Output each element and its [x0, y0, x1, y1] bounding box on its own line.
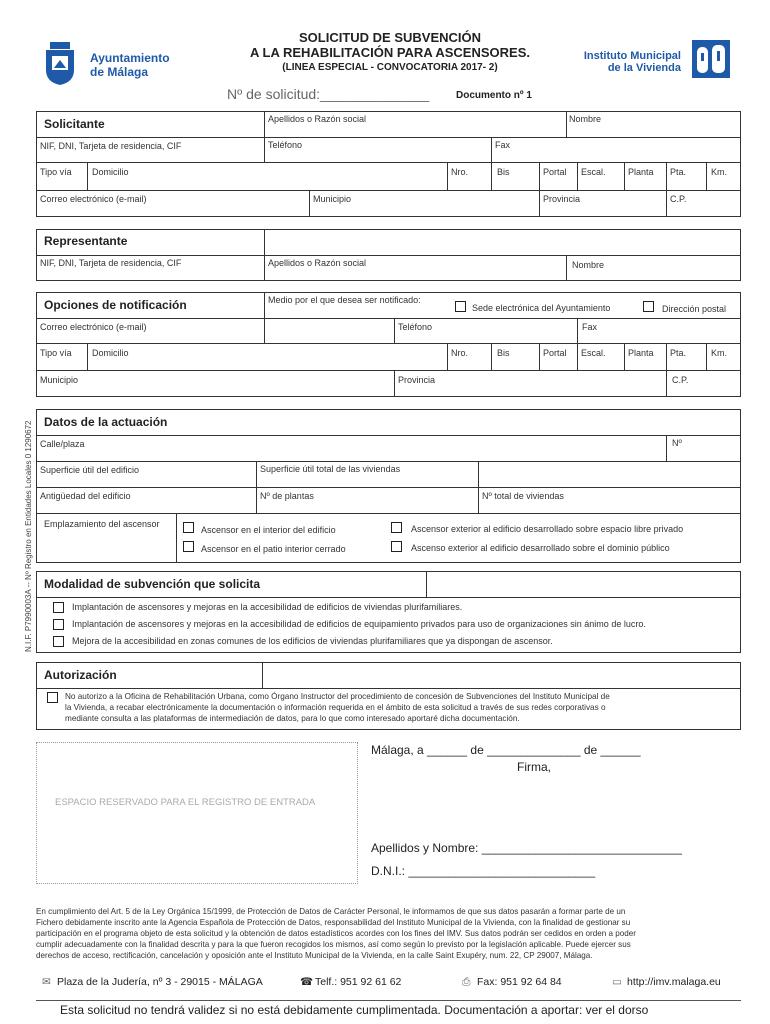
- side-registration-text: N.I.F. P7990003A -- Nº Registro en Entidades Locales 0 1290672: [24, 420, 33, 652]
- notificacion-km-field[interactable]: Km.: [711, 348, 728, 358]
- notificacion-bis-field[interactable]: Bis: [497, 348, 510, 358]
- notificacion-pta-field[interactable]: Pta.: [670, 348, 687, 358]
- ascensor-interior-label: Ascensor en el interior del edificio: [201, 525, 336, 535]
- footer-address: Plaza de la Judería, nº 3 - 29015 - MÁLAGA: [57, 976, 263, 988]
- modalidad-equipamiento-label: Implantación de ascensores y mejoras en la accesibilidad de edificios de equipamiento privados para uso de organizaciones sin ánimo de lucro.: [72, 619, 646, 629]
- modalidad-mejora-checkbox[interactable]: [53, 636, 64, 647]
- modalidad-mejora-label: Mejora de la accesibilidad en zonas comunes de los edificios de viviendas plurifamiliares que ya dispongan de ascensor.: [72, 636, 553, 646]
- representante-title: Representante: [44, 234, 128, 248]
- solicitante-correo-field[interactable]: Correo electrónico (e-mail): [40, 194, 147, 204]
- legal-line1: En cumplimiento del Art. 5 de la Ley Orgánica 15/1999, de Protección de Datos de Carácter Personal, le informamos de que sus datos pasarán a formar parte de un: [36, 907, 626, 916]
- solicitante-provincia-field[interactable]: Provincia: [543, 194, 581, 204]
- solicitante-domicilio-field[interactable]: Domicilio: [92, 167, 129, 177]
- imv-line2: de la Vivienda: [607, 62, 681, 74]
- ascensor-exterior-publico-label: Ascenso exterior al edificio desarrollado sobre el dominio público: [411, 543, 670, 553]
- antiguedad-field[interactable]: Antigüedad del edificio: [40, 491, 131, 501]
- calle-field[interactable]: Calle/plaza: [40, 439, 85, 449]
- solicitante-cp-field[interactable]: C.P.: [670, 194, 687, 204]
- solicitud-number[interactable]: Nº de solicitud:______________: [227, 86, 430, 102]
- modalidad-viviendas-checkbox[interactable]: [53, 602, 64, 613]
- legal-line2: Fichero debidamente inscrito ante la Agencia Española de Protección de Datos, responsabilidad del Instituto Municipal de la Vivienda, con la finalidad de gestionar su: [36, 918, 631, 927]
- solicitante-bis-field[interactable]: Bis: [497, 167, 510, 177]
- legal-line5: derechos de acceso, rectificación, cancelación y oposición ante el Instituto Municipal de la Vivienda, en la calle Saint Exupéry, num. 22, CP 29007, Málaga.: [36, 951, 593, 960]
- solicitante-telefono-field[interactable]: Teléfono: [268, 140, 303, 150]
- imv-name: [578, 50, 681, 74]
- ascensor-interior-checkbox[interactable]: [183, 522, 194, 533]
- solicitante-tipo-via-field[interactable]: Tipo vía: [40, 167, 72, 177]
- direccion-postal-checkbox[interactable]: [643, 301, 654, 312]
- ascensor-patio-checkbox[interactable]: [183, 541, 194, 552]
- ascensor-exterior-publico-checkbox[interactable]: [391, 541, 402, 552]
- phone-icon: ☎: [300, 976, 314, 988]
- solicitante-nif-field[interactable]: NIF, DNI, Tarjeta de residencia, CIF: [40, 141, 182, 151]
- firma-dni[interactable]: D.N.I.: ____________________________: [371, 864, 596, 878]
- representante-apellidos-field[interactable]: Apellidos o Razón social: [268, 258, 367, 268]
- ascensor-patio-label: Ascensor en el patio interior cerrado: [201, 544, 346, 554]
- firma-label: Firma,: [517, 760, 551, 774]
- autorizacion-line1: No autorizo a la Oficina de Rehabilitación Urbana, como Órgano Instructor del procedimiento de concesión de Subvenciones del Instituto Municipal de: [65, 692, 610, 701]
- modalidad-equipamiento-checkbox[interactable]: [53, 619, 64, 630]
- notificacion-portal-field[interactable]: Portal: [543, 348, 567, 358]
- representante-nombre-field[interactable]: Nombre: [572, 260, 605, 270]
- legal-text: [36, 906, 636, 961]
- ayuntamiento-line2: de Málaga: [90, 65, 149, 79]
- imv-line1: Instituto Municipal: [583, 50, 681, 62]
- superficie-viviendas-field[interactable]: Superficie útil total de las viviendas: [260, 464, 401, 474]
- notificacion-cp-field[interactable]: C.P.: [672, 375, 689, 385]
- emplazamiento-label: Emplazamiento del ascensor: [44, 519, 160, 529]
- footer-web[interactable]: http://imv.malaga.eu: [627, 976, 721, 988]
- solicitante-municipio-field[interactable]: Municipio: [313, 194, 352, 204]
- autorizacion-title: Autorización: [44, 668, 117, 682]
- solicitante-escal-field[interactable]: Escal.: [581, 167, 606, 177]
- notificacion-municipio-field[interactable]: Municipio: [40, 375, 79, 385]
- no-autorizo-checkbox[interactable]: [47, 692, 58, 703]
- footer-telf: Telf.: 951 92 61 62: [315, 976, 402, 988]
- solicitante-title: Solicitante: [44, 117, 105, 131]
- envelope-icon: ✉: [42, 976, 51, 988]
- solicitante-nro-field[interactable]: Nro.: [451, 167, 469, 177]
- autorizacion-line3: mediante consulta a las plataformas de intermediación de datos, para lo que como interesado aportaré dicha documentación.: [65, 714, 520, 723]
- legal-line3: participación en el programa objeto de esta solicitud y la obtención de datos estadísticos acordes con los fines del IMV. Sus datos podrán ser cedidos en orden a poder: [36, 929, 636, 938]
- solicitante-fax-field[interactable]: Fax: [495, 140, 511, 150]
- title-line1: SOLICITUD DE SUBVENCIÓN: [298, 30, 481, 45]
- web-icon: ▭: [612, 976, 622, 988]
- documento-number: Documento nº 1: [456, 90, 532, 101]
- autorizacion-text: [65, 691, 610, 724]
- notificacion-telefono-field[interactable]: Teléfono: [398, 322, 433, 332]
- notificacion-title: Opciones de notificación: [44, 298, 187, 312]
- imv-logo: [692, 40, 730, 78]
- plantas-field[interactable]: Nº de plantas: [260, 491, 314, 501]
- notificacion-fax-field[interactable]: Fax: [582, 322, 598, 332]
- notificacion-escal-field[interactable]: Escal.: [581, 348, 606, 358]
- notificacion-provincia-field[interactable]: Provincia: [398, 375, 436, 385]
- ayuntamiento-name: [90, 51, 170, 79]
- footer-fax: Fax: 951 92 64 84: [477, 976, 562, 988]
- calle-numero-field[interactable]: Nº: [672, 438, 682, 448]
- superficie-field[interactable]: Superficie útil del edificio: [40, 465, 140, 475]
- sede-option-label: Sede electrónica del Ayuntamiento: [472, 303, 611, 313]
- notificacion-medio-label: Medio por el que desea ser notificado:: [268, 295, 421, 305]
- solicitante-km-field[interactable]: Km.: [711, 167, 728, 177]
- sede-checkbox[interactable]: [455, 301, 466, 312]
- num-viviendas-field[interactable]: Nº total de viviendas: [482, 491, 564, 501]
- ascensor-exterior-privado-checkbox[interactable]: [391, 522, 402, 533]
- firma-fecha[interactable]: Málaga, a ______ de ______________ de ______: [371, 743, 641, 757]
- notificacion-planta-field[interactable]: Planta: [628, 348, 654, 358]
- ayuntamiento-line1: Ayuntamiento: [90, 51, 170, 65]
- page-title: [220, 30, 560, 75]
- autorizacion-line2: la Vivienda, a recabar electrónicamente la documentación o información requerida en el ámbito de esta solicitud a través de sus redes corporativas o: [65, 703, 606, 712]
- title-subtitle: (LINEA ESPECIAL - CONVOCATORIA 2017- 2): [282, 62, 498, 73]
- registro-entrada-box: [36, 742, 358, 884]
- notificacion-correo-field[interactable]: Correo electrónico (e-mail): [40, 322, 147, 332]
- actuacion-block: [36, 409, 741, 563]
- ascensor-exterior-privado-label: Ascensor exterior al edificio desarrollado sobre espacio libre privado: [411, 524, 684, 534]
- solicitante-nombre-field[interactable]: Nombre: [569, 114, 602, 124]
- firma-apellidos[interactable]: Apellidos y Nombre: ______________________________: [371, 841, 682, 855]
- solicitante-pta-field[interactable]: Pta.: [670, 167, 687, 177]
- representante-nif-field[interactable]: NIF, DNI, Tarjeta de residencia, CIF: [40, 258, 182, 268]
- footer-note: Esta solicitud no tendrá validez si no está debidamente cumplimentada. Documentación a aportar: ver el dorso: [60, 1003, 649, 1017]
- notificacion-domicilio-field[interactable]: Domicilio: [92, 348, 129, 358]
- solicitante-portal-field[interactable]: Portal: [543, 167, 567, 177]
- modalidad-title: Modalidad de subvención que solicita: [44, 577, 261, 591]
- direccion-postal-label: Dirección postal: [662, 304, 727, 314]
- title-line2: A LA REHABILITACIÓN PARA ASCENSORES.: [250, 45, 530, 60]
- notificacion-nro-field[interactable]: Nro.: [451, 348, 469, 358]
- ayuntamiento-logo: [42, 40, 78, 86]
- actuacion-title: Datos de la actuación: [44, 415, 168, 429]
- modalidad-viviendas-label: Implantación de ascensores y mejoras en la accesibilidad de edificios de viviendas plurifamiliares.: [72, 602, 463, 612]
- fax-icon: ⎙: [462, 976, 471, 988]
- legal-line4: cumplir adecuadamente con la finalidad descrita y para la que fueron recogidos los mismos, así como según lo previsto por la legislación aplicable. Puede ejercer sus: [36, 940, 631, 949]
- solicitante-planta-field[interactable]: Planta: [628, 167, 654, 177]
- registro-entrada-text: ESPACIO RESERVADO PARA EL REGISTRO DE ENTRADA: [55, 797, 316, 808]
- solicitante-apellidos-field[interactable]: Apellidos o Razón social: [268, 114, 367, 124]
- notificacion-tipo-via-field[interactable]: Tipo vía: [40, 348, 72, 358]
